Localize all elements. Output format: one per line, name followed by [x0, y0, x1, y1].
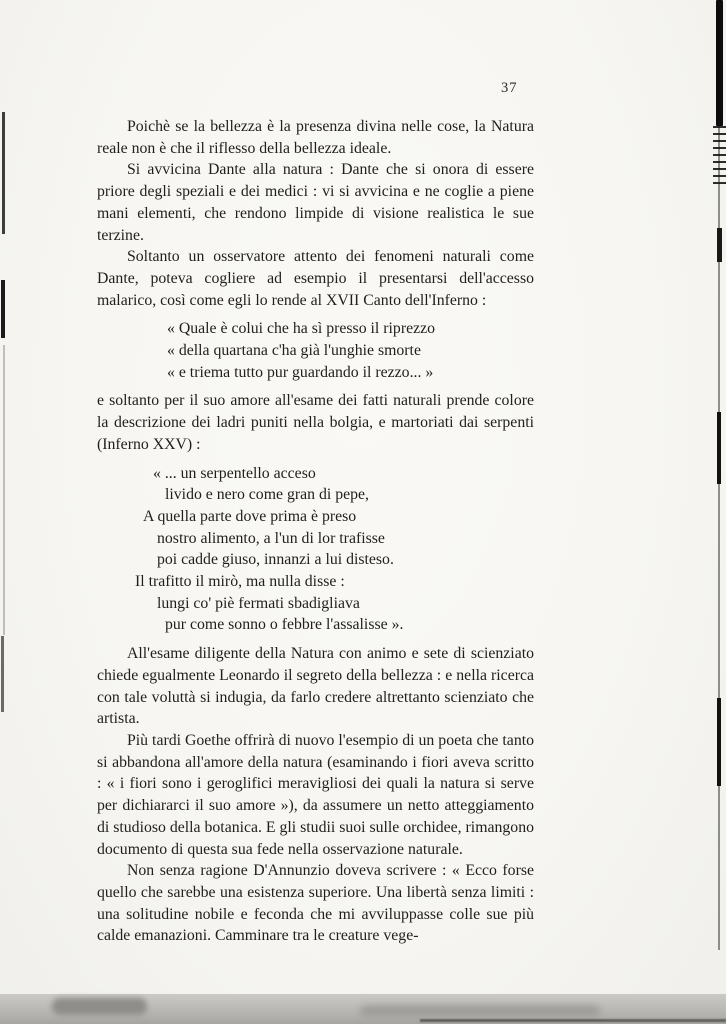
- paragraph: All'esame diligente della Natura con animo e sete di scienziato chiede egualmente Leonardo il segreto della bellezza : e nella ricerca con tale voluttà si indugia, da farlo credere altrettanto scienziato che artista.: [97, 645, 534, 728]
- scan-artifact-right-segment-2: [717, 698, 721, 786]
- verse-line: « della quartana c'ha già l'unghie smorte: [167, 342, 421, 360]
- verse-quote-inferno-xvii: [97, 318, 534, 383]
- scan-artifact-right-edge-line: [718, 120, 720, 950]
- scan-artifact-bottom-edge-line: [420, 1019, 726, 1022]
- paragraph: e soltanto per il suo amore all'esame dei fatti naturali prende colore la descrizione dei ladri puniti nella bolgia, e martoriati dai serpenti (Inferno XXV) :: [97, 392, 534, 453]
- scan-artifact-left-line-1: [2, 112, 5, 234]
- verse-quote-inferno-xxv: [97, 463, 534, 637]
- verse-line: « Quale è colui che ha sì presso il riprezzo: [167, 320, 436, 338]
- scan-artifact-bottom-smudge-2: [360, 1006, 600, 1016]
- verse-line: « ... un serpentello acceso: [153, 464, 316, 482]
- paragraph: Soltanto un osservatore attento dei fenomeni naturali come Dante, poteva cogliere ad esempio il presentarsi dell'accesso malarico, così come egli lo rende al XVII Canto dell'Inferno :: [97, 248, 534, 309]
- paragraph: Più tardi Goethe offrirà di nuovo l'esempio di un poeta che tanto si abbandona all'amore della natura (esaminando i fiori aveva scritto : « i fiori sono i geroglifici meravigliosi dei quali la natura si serve per dichiararci il suo amore »), da assumere un netto atteggiamento di studioso della botanica. E gli studii suoi sulle orchidee, rimangono documento di questa sua fede nella osservazione naturale.: [97, 731, 534, 858]
- verse-line: A quella parte dove prima è preso: [143, 507, 357, 525]
- paragraph: Si avvicina Dante alla natura : Dante che si onora di essere priore degli speziali e dei medici : vi si avvicina e ne coglie a piene mani elementi, che rendono limpide di visione realistica le sue terzine.: [97, 161, 534, 244]
- scan-artifact-bottom-smudge-1: [52, 998, 147, 1015]
- scan-artifact-left-line-2: [1, 280, 5, 338]
- verse-line: pur come sonno o febbre l'assalisse ».: [165, 616, 404, 634]
- paragraph: Poichè se la bellezza è la presenza divina nelle cose, la Natura reale non è che il riflesso della bellezza ideale.: [97, 118, 534, 157]
- paragraph: Non senza ragione D'Annunzio doveva scrivere : « Ecco forse quello che sarebbe una esistenza superiore. Una libertà senza limiti : una solitudine nobile e feconda che mi avviluppasse colle sue più calde emanazioni. Camminare tra le creature vege-: [97, 862, 534, 945]
- verse-line: Il trafitto il mirò, ma nulla disse :: [135, 573, 345, 591]
- verse-line: poi cadde giuso, innanzi a lui disteso.: [157, 551, 394, 569]
- verse-line: « e triema tutto pur guardando il rezzo... »: [167, 363, 434, 381]
- page-content: [97, 116, 534, 947]
- verse-line: lungi co' piè fermati sbadigliava: [157, 594, 360, 612]
- scan-artifact-right-top-bar: [716, 0, 723, 126]
- page-number: 37: [501, 80, 518, 96]
- scan-artifact-right-segment-1: [717, 412, 721, 484]
- verse-line: livido e nero come gran di pepe,: [165, 486, 369, 504]
- scan-artifact-left-line-3: [3, 345, 5, 635]
- scan-artifact-left-line-4: [1, 636, 4, 712]
- verse-line: nostro alimento, a l'un di lor trafisse: [157, 529, 385, 547]
